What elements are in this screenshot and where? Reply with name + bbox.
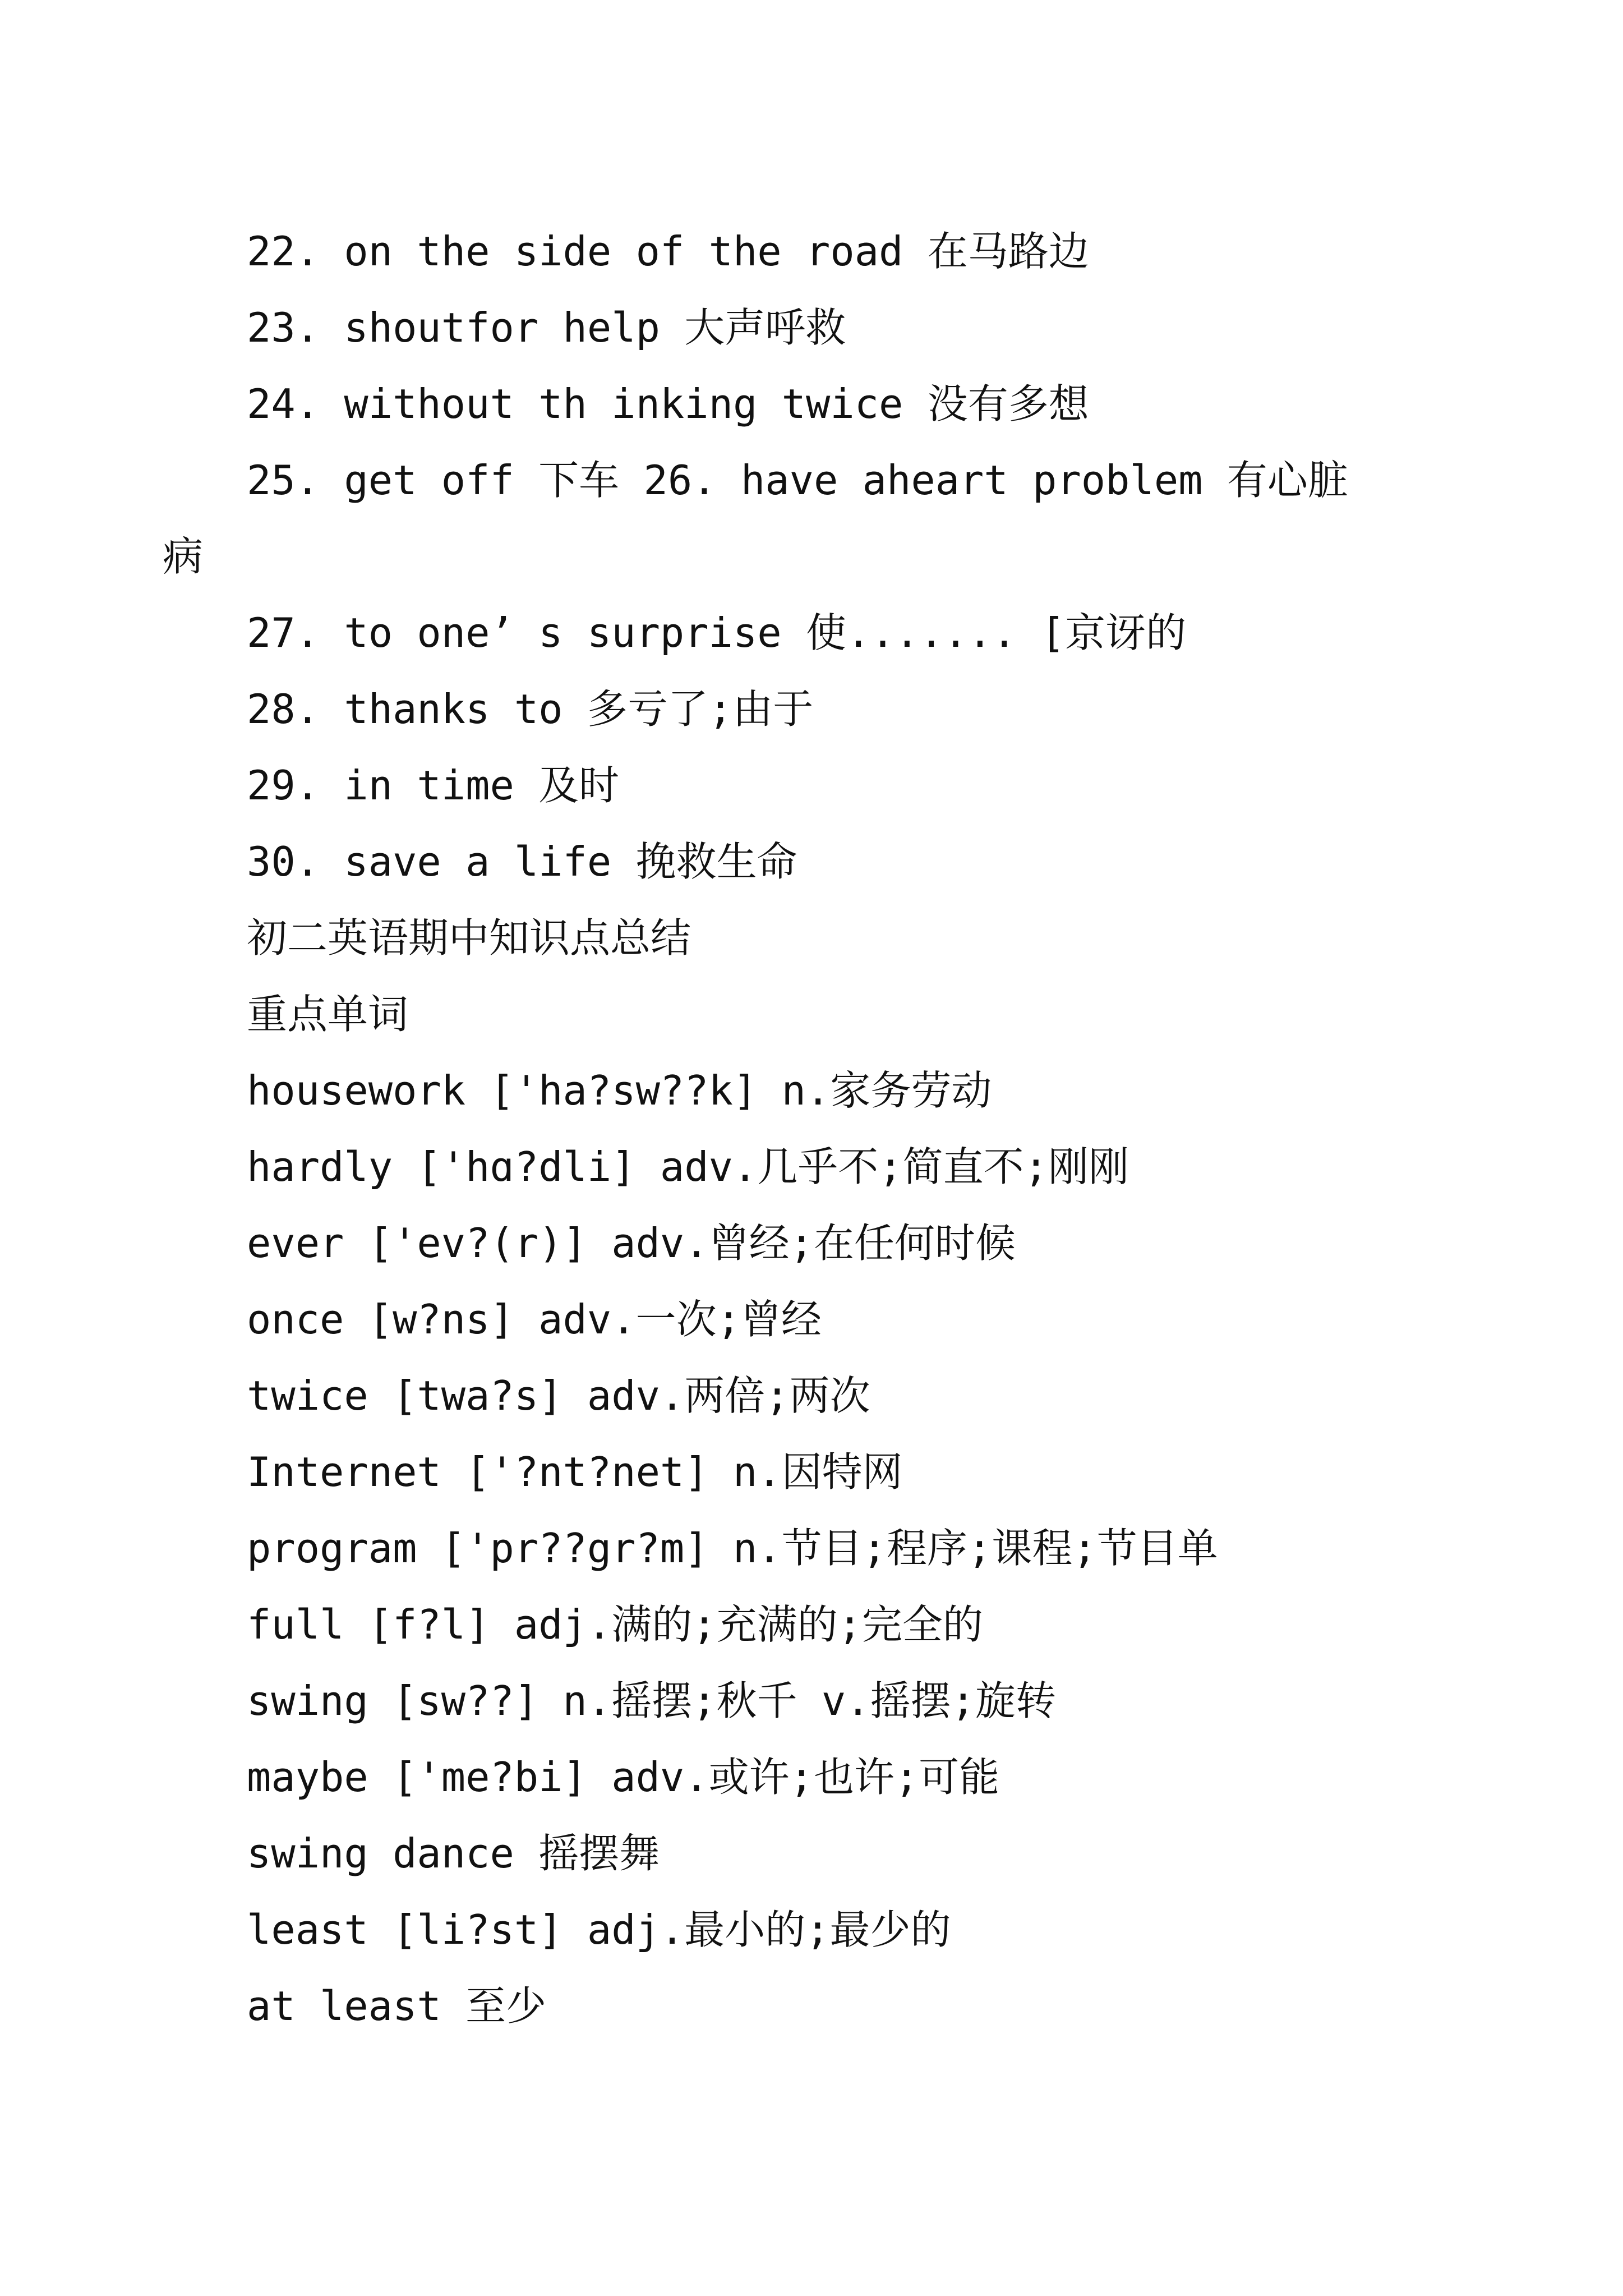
vocabulary-entry: full [f?l] adj.满的;充满的;完全的 <box>247 1601 983 1648</box>
phrase-line: 28. thanks to 多亏了;由于 <box>247 685 814 733</box>
vocabulary-entry: maybe ['me?bi] adv.或许;也许;可能 <box>247 1754 1000 1801</box>
vocabulary-entry: housework ['ha?sw??k] n.家务劳动 <box>247 1067 992 1114</box>
phrase-line: 30. save a life 挽救生命 <box>247 838 797 885</box>
vocabulary-entry: swing [sw??] n.摇摆;秋千 v.摇摆;旋转 <box>247 1677 1056 1724</box>
vocabulary-entry: at least 至少 <box>247 1982 547 2030</box>
vocabulary-entry: twice [twa?s] adv.两倍;两次 <box>247 1372 870 1419</box>
vocabulary-entry: program ['pr??gr?m] n.节目;程序;课程;节目单 <box>247 1525 1218 1572</box>
vocabulary-entry: once [w?ns] adv.一次;曾经 <box>247 1296 822 1343</box>
vocabulary-entry: hardly ['hɑ?dli] adv.几乎不;简直不;刚刚 <box>247 1143 1129 1190</box>
phrase-line-wrap: 病 <box>163 533 204 580</box>
section-title: 初二英语期中知识点总结 <box>247 914 691 961</box>
phrase-line: 29. in time 及时 <box>247 762 620 809</box>
phrase-line: 22. on the side of the road 在马路边 <box>247 228 1089 275</box>
vocabulary-entry: Internet ['?nt?net] n.因特网 <box>247 1448 903 1496</box>
vocabulary-entry: swing dance 摇摆舞 <box>247 1830 660 1877</box>
phrase-line: 27. to one’ s surprise 使....... [京讶的 <box>247 609 1187 656</box>
phrase-line: 23. shoutfor help 大声呼救 <box>247 304 846 351</box>
vocabulary-entry: ever ['ev?(r)] adv.曾经;在任何时候 <box>247 1220 1016 1267</box>
subsection-title: 重点单词 <box>247 991 409 1038</box>
vocabulary-entry: least [li?st] adj.最小的;最少的 <box>247 1906 951 1953</box>
phrase-line: 24. without th inking twice 没有多想 <box>247 380 1089 427</box>
phrase-line: 25. get off 下车 26. have aheart problem 有心脏 <box>247 457 1348 504</box>
page-content <box>163 213 1391 2044</box>
